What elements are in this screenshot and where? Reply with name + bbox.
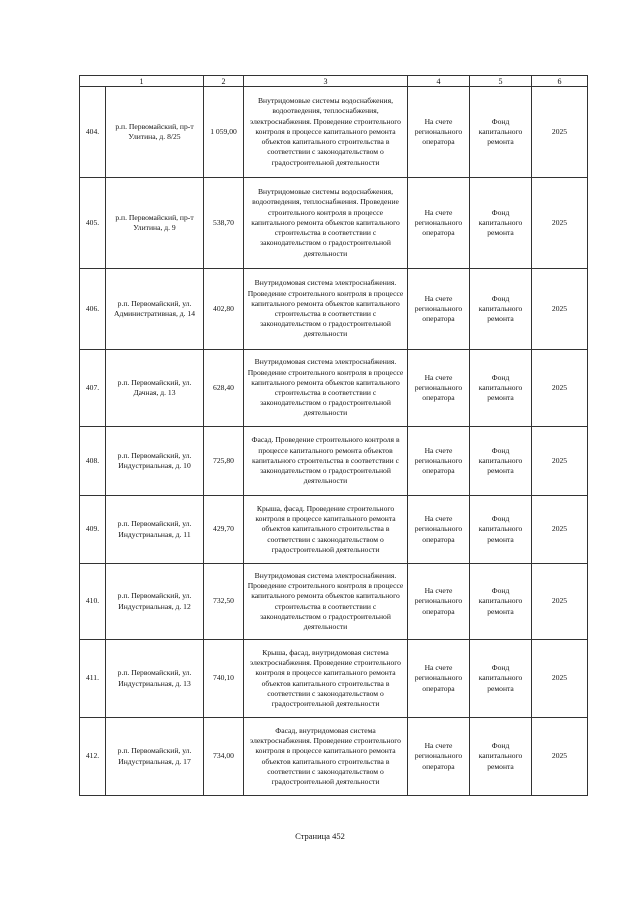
address-cell: р.п. Первомайский, ул. Индустриальная, д. 11 xyxy=(106,496,204,564)
table-row xyxy=(80,350,588,427)
row-number: 409. xyxy=(80,496,106,564)
year-cell: 2025 xyxy=(532,269,588,350)
row-number: 408. xyxy=(80,427,106,496)
account-cell: На счете регионального оператора xyxy=(408,718,470,796)
table-body xyxy=(80,76,588,796)
fund-cell: Фонд капитального ремонта xyxy=(470,269,532,350)
account-cell: На счете регионального оператора xyxy=(408,87,470,178)
table-row xyxy=(80,564,588,640)
address-cell: р.п. Первомайский, ул. Индустриальная, д. 10 xyxy=(106,427,204,496)
column-header: 6 xyxy=(532,76,588,87)
column-header: 2 xyxy=(204,76,244,87)
cost-cell: 628,40 xyxy=(204,350,244,427)
row-number: 406. xyxy=(80,269,106,350)
address-cell: р.п. Первомайский, ул. Административная, д. 14 xyxy=(106,269,204,350)
row-number: 411. xyxy=(80,640,106,718)
account-cell: На счете регионального оператора xyxy=(408,427,470,496)
works-cell: Крыша, фасад. Проведение строительного контроля в процессе капитального ремонта объектов капитального строительства в соответствии с законодательством о градостроительной деятельности xyxy=(244,496,408,564)
row-number: 405. xyxy=(80,178,106,269)
cost-cell: 740,10 xyxy=(204,640,244,718)
address-cell: р.п. Первомайский, ул. Индустриальная, д. 13 xyxy=(106,640,204,718)
address-cell: р.п. Первомайский, ул. Дачная, д. 13 xyxy=(106,350,204,427)
cost-cell: 429,70 xyxy=(204,496,244,564)
fund-cell: Фонд капитального ремонта xyxy=(470,350,532,427)
table-row xyxy=(80,496,588,564)
cost-cell: 734,00 xyxy=(204,718,244,796)
page-number: Страница 452 xyxy=(295,831,345,841)
year-cell: 2025 xyxy=(532,87,588,178)
table-row xyxy=(80,427,588,496)
address-cell: р.п. Первомайский, пр-т Улитина, д. 9 xyxy=(106,178,204,269)
row-number: 407. xyxy=(80,350,106,427)
table-row xyxy=(80,178,588,269)
account-cell: На счете регионального оператора xyxy=(408,640,470,718)
row-number: 404. xyxy=(80,87,106,178)
fund-cell: Фонд капитального ремонта xyxy=(470,427,532,496)
table-header-row xyxy=(80,76,588,87)
year-cell: 2025 xyxy=(532,496,588,564)
cost-cell: 538,70 xyxy=(204,178,244,269)
year-cell: 2025 xyxy=(532,427,588,496)
fund-cell: Фонд капитального ремонта xyxy=(470,640,532,718)
fund-cell: Фонд капитального ремонта xyxy=(470,496,532,564)
year-cell: 2025 xyxy=(532,640,588,718)
table-row xyxy=(80,269,588,350)
account-cell: На счете регионального оператора xyxy=(408,178,470,269)
year-cell: 2025 xyxy=(532,350,588,427)
cost-cell: 1 059,00 xyxy=(204,87,244,178)
year-cell: 2025 xyxy=(532,178,588,269)
column-header: 5 xyxy=(470,76,532,87)
repair-program-table xyxy=(79,75,588,796)
column-header: 4 xyxy=(408,76,470,87)
fund-cell: Фонд капитального ремонта xyxy=(470,178,532,269)
cost-cell: 402,80 xyxy=(204,269,244,350)
fund-cell: Фонд капитального ремонта xyxy=(470,564,532,640)
works-cell: Внутридомовые системы водоснабжения, водоотведения, теплоснабжения, электроснабжения. Проведение строительного контроля в процессе капитального ремонта объектов капитального строительства в соответствии с законодательством о градостроительной деятельности xyxy=(244,87,408,178)
year-cell: 2025 xyxy=(532,564,588,640)
account-cell: На счете регионального оператора xyxy=(408,350,470,427)
works-cell: Внутридомовая система электроснабжения. Проведение строительного контроля в процессе капитального ремонта объектов капитального строительства в соответствии с законодательством о градостроительной деятельности xyxy=(244,564,408,640)
works-cell: Фасад, внутридомовая система электроснабжения. Проведение строительного контроля в процессе капитального ремонта объектов капитального строительства в соответствии с законодательством о градостроительной деятельности xyxy=(244,718,408,796)
account-cell: На счете регионального оператора xyxy=(408,496,470,564)
works-cell: Крыша, фасад, внутридомовая система электроснабжения. Проведение строительного контроля в процессе капитального ремонта объектов капитального строительства в соответствии с законодательством о градостроительной деятельности xyxy=(244,640,408,718)
works-cell: Внутридомовая система электроснабжения. Проведение строительного контроля в процессе капитального ремонта объектов капитального строительства в соответствии с законодательством о градостроительной деятельности xyxy=(244,269,408,350)
works-cell: Внутридомовая система электроснабжения. Проведение строительного контроля в процессе капитального ремонта объектов капитального строительства в соответствии с законодательством о градостроительной деятельности xyxy=(244,350,408,427)
address-cell: р.п. Первомайский, ул. Индустриальная, д. 12 xyxy=(106,564,204,640)
table-row xyxy=(80,87,588,178)
table-row xyxy=(80,718,588,796)
account-cell: На счете регионального оператора xyxy=(408,564,470,640)
column-header: 3 xyxy=(244,76,408,87)
address-cell: р.п. Первомайский, пр-т Улитина, д. 8/25 xyxy=(106,87,204,178)
address-cell: р.п. Первомайский, ул. Индустриальная, д. 17 xyxy=(106,718,204,796)
column-header: 1 xyxy=(80,76,204,87)
account-cell: На счете регионального оператора xyxy=(408,269,470,350)
row-number: 410. xyxy=(80,564,106,640)
cost-cell: 732,50 xyxy=(204,564,244,640)
fund-cell: Фонд капитального ремонта xyxy=(470,87,532,178)
works-cell: Фасад. Проведение строительного контроля в процессе капитального ремонта объектов капитального строительства в соответствии с законодательством о градостроительной деятельности xyxy=(244,427,408,496)
table-row xyxy=(80,640,588,718)
cost-cell: 725,80 xyxy=(204,427,244,496)
year-cell: 2025 xyxy=(532,718,588,796)
works-cell: Внутридомовые системы водоснабжения, водоотведения, теплоснабжения. Проведение строительного контроля в процессе капитального ремонта объектов капитального строительства в соответствии с законодательством о градостроительной деятельности xyxy=(244,178,408,269)
row-number: 412. xyxy=(80,718,106,796)
fund-cell: Фонд капитального ремонта xyxy=(470,718,532,796)
